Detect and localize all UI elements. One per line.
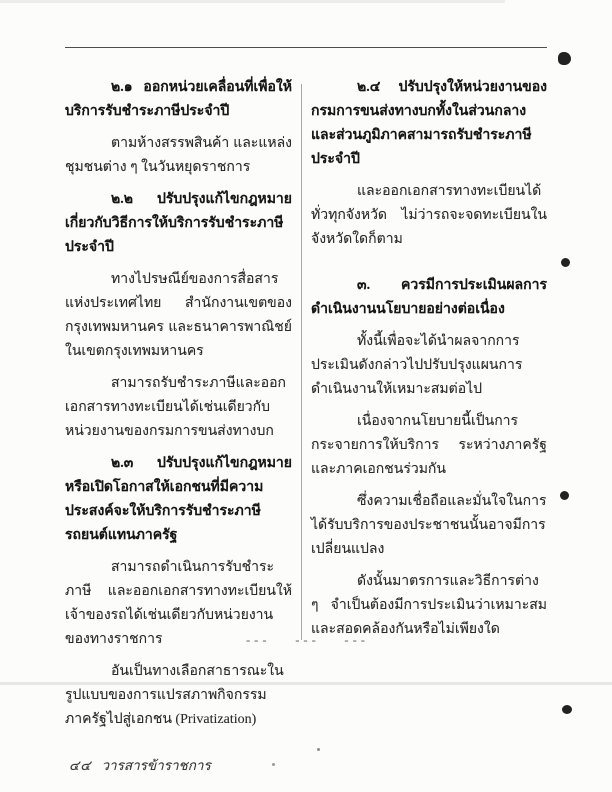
paragraph-2-2-heading: ๒.๒ ปรับปรุงแก้ไขกฎหมายเกี่ยวกับวิธีการให้บริการรับชำระภาษีประจำปี xyxy=(65,192,292,255)
scan-edge-streak xyxy=(0,0,505,3)
scan-speck-1 xyxy=(317,748,320,751)
page-number: ๔๔ xyxy=(69,758,92,773)
binding-mark-2 xyxy=(561,258,570,267)
paragraph-2-4-body: และออกเอกสารทางทะเบียนได้ทั่วทุกจังหวัด ไม่ว่ารถจะจดทะเบียนในจังหวัดใดก็ตาม xyxy=(311,184,547,247)
page-footer xyxy=(69,754,211,776)
section-end-dashes: --- --- --- xyxy=(244,634,368,648)
paragraph-2-1-body: ตามห้างสรรพสินค้า และแหล่งชุมชนต่าง ๆ ในวันหยุดราชการ xyxy=(65,136,292,175)
binding-mark-4 xyxy=(562,705,572,714)
binding-mark-3 xyxy=(560,491,569,500)
journal-title: วารสารข้าราชการ xyxy=(101,758,211,773)
column-divider-line xyxy=(301,84,302,640)
paragraph-3-body-c: ซึ่งความเชื่อถือและมั่นใจในการได้รับบริการของประชาชนนั้นอาจมีการเปลี่ยนแปลง xyxy=(311,494,547,557)
paragraph-2-4-heading: ๒.๔ ปรับปรุงให้หน่วยงานของกรมการขนส่งทางบกทั้งในส่วนกลางและส่วนภูมิภาคสามารถรับชำระภาษีประจำปี xyxy=(311,80,547,167)
paragraph-3-heading: ๓. ควรมีการประเมินผลการดำเนินงานนโยบายอย่างต่อเนื่อง xyxy=(311,278,547,317)
paragraph-3-body-d: ดังนั้นมาตรการและวิธีการต่าง ๆ จำเป็นต้องมีการประเมินว่าเหมาะสมและสอดคล้องกันหรือไม่เพียงใด xyxy=(311,574,547,637)
paragraph-2-2-body-a: ทางไปรษณีย์ของการสื่อสารแห่งประเทศไทย สำนักงานเขตของกรุงเทพมหานคร และธนาคารพาณิชย์ในเขตกรุงเทพมหานคร xyxy=(65,272,292,359)
right-column xyxy=(311,76,547,650)
paragraph-2-2-body-b: สามารถรับชำระภาษีและออกเอกสารทางทะเบียนได้เช่นเดียวกับหน่วยงานของกรมการขนส่งทางบก xyxy=(65,376,287,439)
paragraph-2-3-heading: ๒.๓ ปรับปรุงแก้ไขกฎหมายหรือเปิดโอกาสให้เอกชนที่มีความประสงค์จะให้บริการรับชำระภาษีรถยนต์แทนภาครัฐ xyxy=(65,456,292,543)
paragraph-2-1-heading: ๒.๑ ออกหน่วยเคลื่อนที่เพื่อให้บริการรับชำระภาษีประจำปี xyxy=(65,80,292,119)
paragraph-2-3-body-b: อันเป็นทางเลือกสาธารณะในรูปแบบของการแปรสภาพกิจกรรมภาครัฐไปสู่เอกชน (Privatization) xyxy=(65,664,284,727)
paragraph-2-3-body-a: สามารถดำเนินการรับชำระภาษี และออกเอกสารทางทะเบียนให้เจ้าของรถได้เช่นเดียวกับหน่วยงานของทางราชการ xyxy=(65,560,292,647)
scan-speck-2 xyxy=(272,763,275,766)
paragraph-3-body-b: เนื่องจากนโยบายนี้เป็นการกระจายการให้บริการ ระหว่างภาครัฐและภาคเอกชนร่วมกัน xyxy=(311,414,547,477)
header-rule xyxy=(65,47,547,48)
binding-mark-1 xyxy=(558,52,571,65)
paragraph-3-body-a: ทั้งนี้เพื่อจะได้นำผลจากการประเมินดังกล่าวไปปรับปรุงแผนการดำเนินงานให้เหมาะสมต่อไป xyxy=(311,334,523,397)
